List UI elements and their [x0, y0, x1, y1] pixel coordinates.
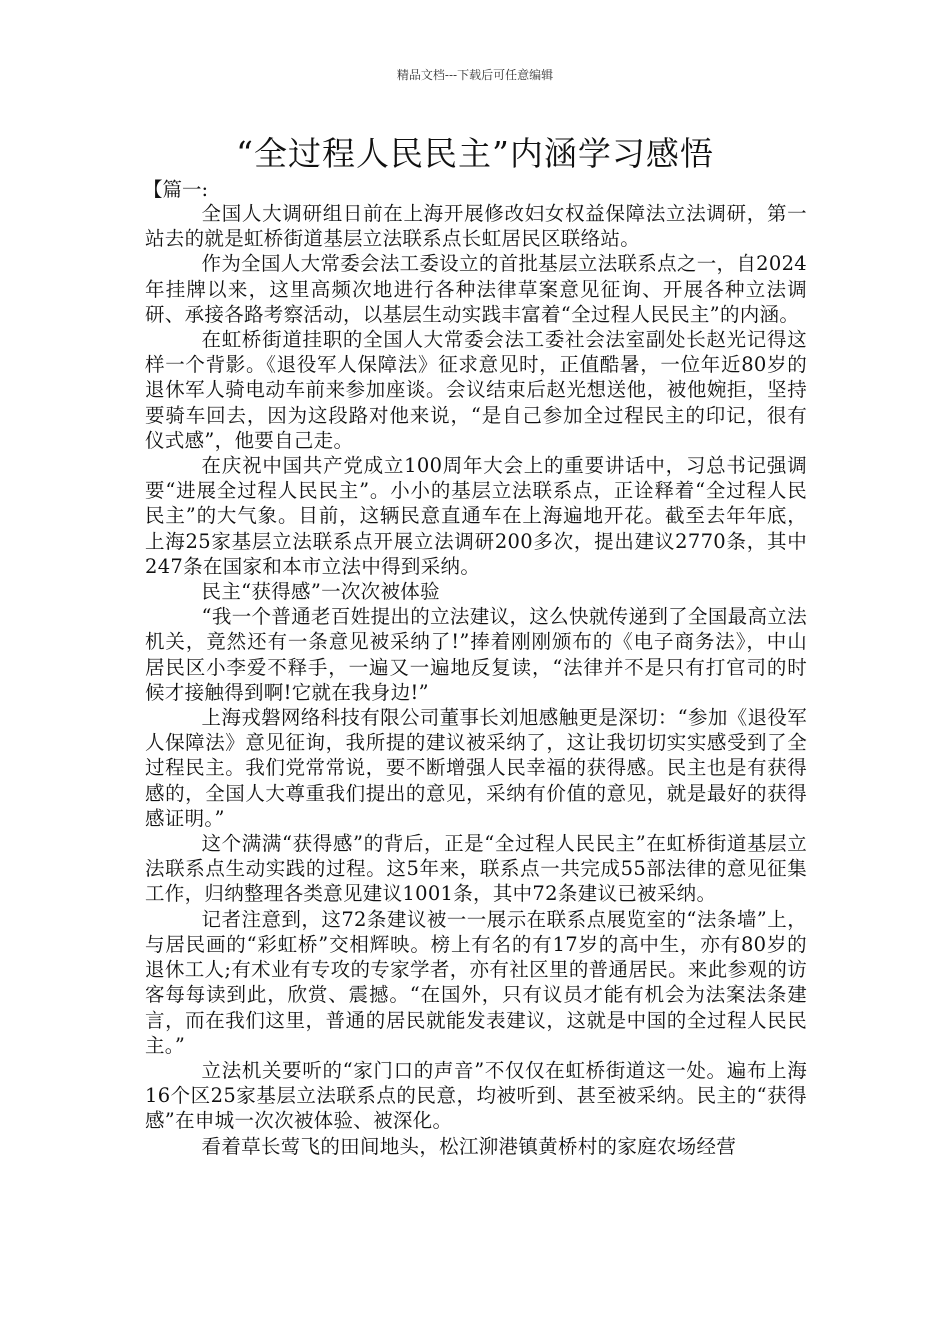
document-body: [145, 201, 807, 1159]
subheading: 民主“获得感”一次次被体验: [201, 580, 440, 604]
document-title: “全过程人民民主”内涵学习感悟: [236, 134, 714, 173]
paragraph: 全国人大调研组日前在上海开展修改妇女权益保障法立法调研，第一站去的就是虹桥街道基层立法联系点长虹居民区联络站。: [145, 202, 807, 251]
paragraph: “我一个普通老百姓提出的立法建议，这么快就传递到了全国最高立法机关，竟然还有一条意见被采纳了!”捧着刚刚颁布的《电子商务法》，中山居民区小李爱不释手，一遍又一遍地反复读，“法律并不是只有打官司的时候才接触得到啊!它就在我身边!”: [145, 605, 807, 704]
paragraph: 上海戎磐网络科技有限公司董事长刘旭感触更是深切：“参加《退役军人保障法》意见征询，我所提的建议被采纳了，这让我切切实实感受到了全过程民主。我们党常常说，要不断增强人民幸福的获得感。民主也是有获得感的，全国人大尊重我们提出的意见，采纳有价值的意见，就是最好的获得感证明。”: [145, 706, 807, 830]
paragraph: 这个满满“获得感”的背后，正是“全过程人民民主”在虹桥街道基层立法联系点生动实践的过程。这5年来，联系点一共完成55部法律的意见征集工作，归纳整理各类意见建议1001条，其中72条建议已被采纳。: [145, 832, 807, 906]
paragraph: 在庆祝中国共产党成立100周年大会上的重要讲话中，习总书记强调要“进展全过程人民民主”。小小的基层立法联系点，正诠释着“全过程人民民主”的大气象。目前，这辆民意直通车在上海遍地开花。截至去年年底，上海25家基层立法联系点开展立法调研200多次，提出建议2770条，其中247条在国家和本市立法中得到采纳。: [145, 454, 807, 578]
paragraph: 看着草长莺飞的田间地头，松江泖港镇黄桥村的家庭农场经营: [201, 1134, 737, 1158]
paragraph: 在虹桥街道挂职的全国人大常委会法工委社会法室副处长赵光记得这样一个背影。《退役军人保障法》征求意见时，正值酷暑，一位年近80岁的退休军人骑电动车前来参加座谈。会议结束后赵光想送他，被他婉拒，坚持要骑车回去，因为这段路对他来说，“是自己参加全过程民主的印记，很有仪式感”，他要自己走。: [145, 328, 807, 452]
paragraph: 立法机关要听的“家门口的声音”不仅仅在虹桥街道这一处。遍布上海16个区25家基层立法联系点的民意，均被听到、甚至被采纳。民主的“获得感”在申城一次次被体验、被深化。: [145, 1058, 807, 1133]
paragraph: 作为全国人大常委会法工委设立的首批基层立法联系点之一，自2024年挂牌以来，这里高频次地进行各种法律草案意见征询、开展各种立法调研、承接各路考察活动，以基层生动实践丰富着“全过程人民民主”的内涵。: [145, 252, 807, 326]
paragraph: 记者注意到，这72条建议被一一展示在联系点展览室的“法条墙”上，与居民画的“彩虹桥”交相辉映。榜上有名的有17岁的高中生，亦有80岁的退休工人;有术业有专攻的专家学者，亦有社区里的普通居民。来此参观的访客每每读到此，欣赏、震撼。“在国外，只有议员才能有机会为法案法条建言，而在我们这里，普通的居民就能发表建议，这就是中国的全过程人民民主。”: [145, 907, 807, 1057]
section-label: 【篇一:: [143, 178, 209, 201]
page-header-note: 精品文档---下载后可任意编辑: [396, 68, 554, 82]
